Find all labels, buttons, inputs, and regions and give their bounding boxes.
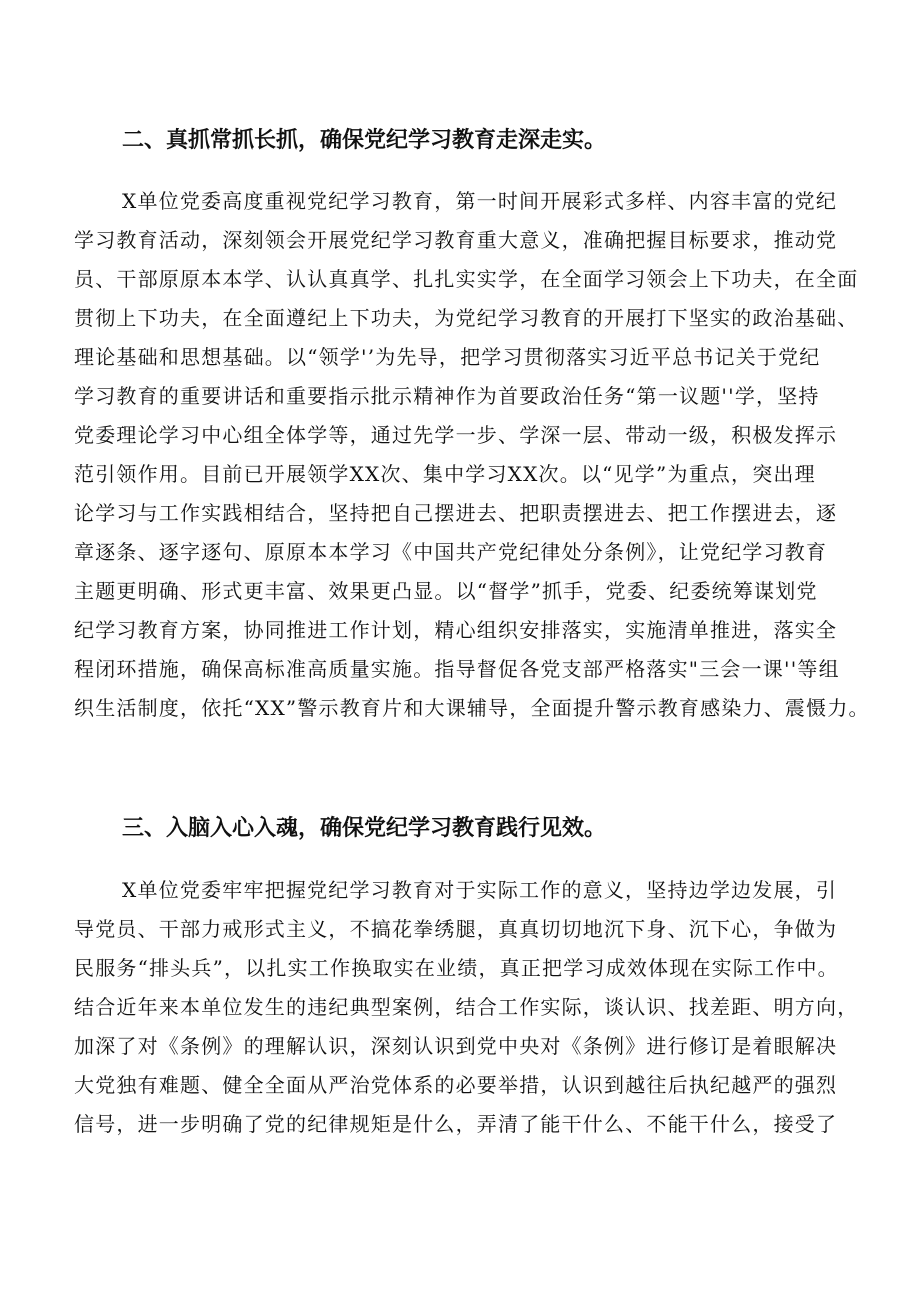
paragraph-line: 范引领作用。目前已开展领学XX次、集中学习XX次。以“见学”为重点，突出理 [74,462,816,486]
paragraph-line: 主题更明确、形式更丰富、效果更凸显。以“督学”抓手，党委、纪委统筹谋划党 [74,579,818,603]
section-heading-3: 三、入脑入心入魂，确保党纪学习教育践行见效。 [122,816,607,841]
paragraph-line: 加深了对《条例》的理解认识，深刻认识到党中央对《条例》进行修订是着眼解决 [74,1034,838,1058]
paragraph-line: 信号，进一步明确了党的纪律规矩是什么，弄清了能干什么、不能干什么，接受了 [74,1112,838,1136]
paragraph-line: 学习教育的重要讲话和重要指示批示精神作为首要政治任务“第一议题''学，坚持 [74,384,820,408]
paragraph-line: 章逐条、逐字逐句、原原本本学习《中国共产党纪律处分条例》，让党纪学习教育 [74,540,828,564]
paragraph-line: 贯彻上下功夫，在全面遵纪上下功夫，为党纪学习教育的开展打下坚实的政治基础、 [74,306,859,330]
paragraph-line: 理论基础和思想基础。以“领学'’为先导，把学习贯彻落实习近平总书记关于党纪 [74,345,821,369]
paragraph-line: 导党员、干部力戒形式主义，不搞花拳绣腿，真真切切地沉下身、沉下心，争做为 [74,917,838,941]
section-2-paragraph [74,182,874,728]
paragraph-line: 党委理论学习中心组全体学等，通过先学一步、学深一层、带动一级，积极发挥示 [74,423,838,447]
paragraph-line: 纪学习教育方案，协同推进工作计划，精心组织安排落实，实施清单推进，落实全 [74,618,838,642]
paragraph-line: 大党独有难题、健全全面从严治党体系的必要举措，认识到越往后执纪越严的强烈 [74,1073,838,1097]
section-heading-2: 二、真抓常抓长抓，确保党纪学习教育走深走实。 [122,128,607,153]
paragraph-line: X单位党委牢牢把握党纪学习教育对于实际工作的意义，坚持边学边发展，引 [122,878,838,902]
paragraph-line: 织生活制度，依托“XX”警示教育片和大课辅导，全面提升警示教育感染力、震慑力。 [74,696,870,720]
paragraph-line: 程闭环措施，确保高标准高质量实施。指导督促各党支部严格落实"三会一课''等组 [74,657,840,681]
section-3-paragraph [74,871,874,1144]
paragraph-line: 民服务“排头兵”，以扎实工作换取实在业绩，真正把学习成效体现在实际工作中。 [74,956,839,980]
paragraph-line: 员、干部原原本本学、认认真真学、扎扎实实学，在全面学习领会上下功夫，在全面 [74,267,859,291]
paragraph-line: 学习教育活动，深刻领会开展党纪学习教育重大意义，准确把握目标要求，推动党 [74,228,838,252]
paragraph-line: X单位党委高度重视党纪学习教育，第一时间开展彩式多样、内容丰富的党纪 [122,189,838,213]
paragraph-line: 论学习与工作实践相结合，坚持把自己摆进去、把职责摆进去、把工作摆进去，逐 [74,501,838,525]
paragraph-line: 结合近年来本单位发生的违纪典型案例，结合工作实际，谈认识、找差距、明方向， [74,995,859,1019]
